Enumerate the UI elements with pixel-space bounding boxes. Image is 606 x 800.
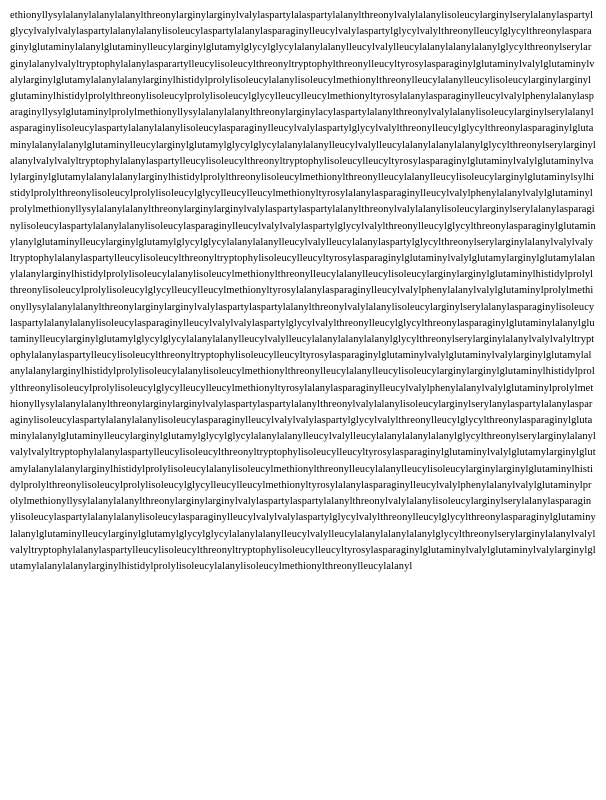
protein-chemical-name-body: ethionyllysylalanylalanylalanylthreonylarginylarginylvalylaspartylalaspartylalanylthreonylvalylalanylisoleucylarginylserylalanylaspartylglycylvalylvalylaspartylalanylalanylisoleucylaspartylalanylasparaginylleucylvalylaspartylglycylvalylthreonylleucylglycylthreonylasparaginylglutaminylalanylglutaminylleucylarginylglutamylglycylglycylalanylalanylleucylvalylleucylalanylalanylalanylglycylthreonylserylarginylalanylvalyltryptophylalanylasparartylleucylisoleucylthreonyltryptophylthreonylleucyltyrosylasparaginylglutaminylvalylglutaminylvalylarginylglutamylalanylalanylarginylhistidylprolylisoleucylalanylisoleucylmethionylthreonylleucylalanylleucylisoleucylarginylarginylglutaminylhistidylprolylthreonylisoleucylprolylisoleucylglycylleucylleucylmethionyltyrosylalanylasparaginylleucylvalylphenylalanylasparaginyllysylglutaminylprolylmethionyllysylalanylalanylthreonylarginylacylaspartylalanylthreonylvalylalanylisoleucylarginylserylalanylasparaginylisoleucylaspartylalanylalanylisoleucylasparaginylleucylvalylaspartylglycylvalylthreonylleucylglycylthreonylasparaginylglutaminylalanylalanylglutaminylleucylarginylglutamylglycylglycylalanylalanylleucylvalylleucylalanylalanylalanylglycylthreonylserylarginylalanylvalylvalyltryptophylalanylaspartylleucylisoleucylthreonyltryptophylisoleucylleucyltyrosylasparaginylglutaminylvalylglutaminylvalylarginylglutamylalanylalanylarginylhistidylprolylthreonylisoleucylmethionylthreonylleucylalanylleucylisoleucylarginylglutaminylsylhistidylprolylthreonylisoleucylprolylisoleucylglycylleucylleucylmethionyltyrosylalanylasparaginylleucylvalylphenylalanylvalylglutaminylprolylmethionyllysylalanylalanylthreonylarginylarginylvalylaspartylaspartylalanylthreonylvalylalanylisoleucylarginylserylalanylasparaginylisoleucylaspartylalanylalanylisoleucylasparaginylleucylvalylvalylaspartylglycylvalylthreonylleucylglycylthreonylasparaginylglutaminylanylglutaminylleucylarginylglutamylglycylglycylalanylalanylleucylvalylleucylalanylaspartylglycylthreonylserylarginylalanylvalylvalyltryptophylalanylaspartylleucylisoleucylthreonyltryptophylisoleucylleucyltyrosylasparaginylglutaminylvalylglutamylarginylglutamylalanylalanylarginylhistidylprolylisoleucylalanylisoleucylmethionylthreonylleucylalanylleucylisoleucylarginylarginylglutaminylhistidylprolylthreonylisoleucylprolylisoleucylglycylleucylleucylmethionyltyrosylalanylasparaginylleucylvalylphenylalanylvalylglutaminylprolylmethionyllysylalanylalanylthreonylarginylarginylvalylaspartylaspartylalanylthreonylvalylalanylisoleucylarginylserylalanylasparaginylisoleucylaspartylalanylalanylisoleucylasparaginylleucylvalylvalylaspartylglycylvalylthreonylleucylglycylthreonylasparaginylglutaminylalanylglutaminylleucylarginylglutamylglycylglycylalanylalanylleucylvalylleucylalanylalanylalanylglycylthreonylserylarginylalanylvalylvalyltryptophylalanylaspartylleucylisoleucylthreonyltryptophylisoleucylleucyltyrosylasparaginylglutaminylvalylglutaminylvalylarginylglutamylalanylalanylarginylhistidylprolylisoleucylalanylisoleucylmethionylthreonylleucylalanylleucylisoleucylarginylarginylglutaminylhistidylprolylthreonylisoleucylprolylisoleucylglycylleucylleucylmethionyltyrosylalanylasparaginylleucylvalylphenylalanylvalylglutaminylprolylmethionyllysylalanylalanylthreonylarginylarginylvalylaspartylaspartylalanylthreonylvalylalanylisoleucylarginylserylanylaspartylalanylasparaginylisoleucylaspartylalanylalanylisoleucylasparaginylleucylvalylvalylaspartylglycylvalylthreonylleucylglycylthreonylasparaginylglutaminylalanylglutaminylleucylarginylglutamylglycylglycylalanylalanylleucylvalylleucylalanylalanylalanylglycylthreonylserylarginylalanylvalylvalyltryptophylalanylaspartylleucylisoleucylthreonyltryptophylisoleucylleucyltyrosylasparaginylglutaminylvalylglutamylarginylglutamylalanylalanylarginylhistidylprolylisoleucylalanylisoleucylmethionylthreonylleucylalanylleucylisoleucylarginylarginylglutaminylhistidylprolylthreonylisoleucylprolylisoleucylglycylleucylleucylmethionyltyrosylalanylasparaginylleucylvalylphenylalanylvalylglutaminylprolylmethionyllysylalanylalanylthreonylarginylarginylvalylaspartylaspartylalanylthreonylvalylalanylisoleucylarginylserylalanylasparaginylisoleucylaspartylalanylalanylisoleucylasparaginylleucylvalylvalylaspartylglycylvalylthreonylleucylglycylthreonylasparaginylglutaminylalanylglutaminylleucylarginylglutamylglycylglycylalanylalanylleucylvalylleucylalanylalanylalanylglycylthreonylserylarginylalanylvalylvalyltryptophylalanylaspartylleucylisoleucylthreonyltryptophylisoleucylleucyltyrosylasparaginylglutaminylvalylglutaminylvalylarginylglutamylalanylalanylarginylhistidylprolylisoleucylalanylisoleucylmethionylthreonylleucylalanyl [10, 10, 596, 572]
